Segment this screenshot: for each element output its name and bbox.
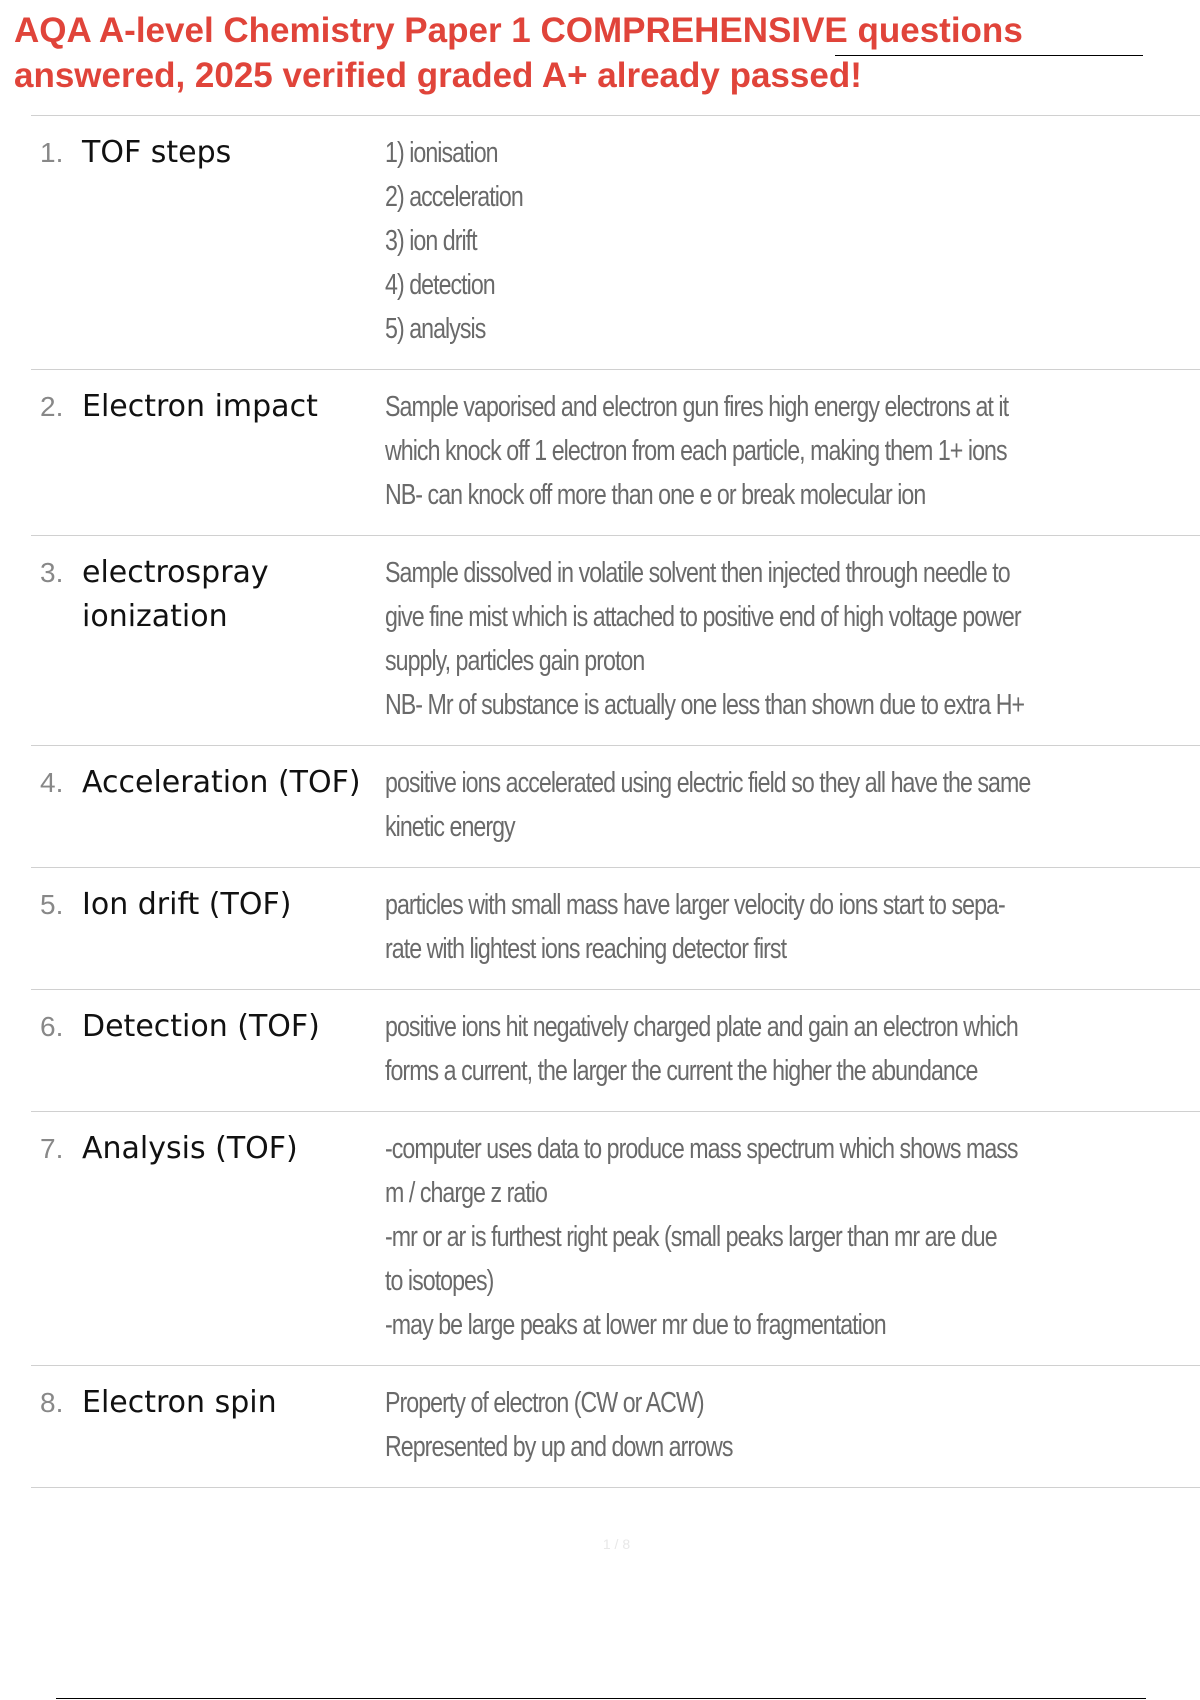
definition-line: Sample dissolved in volatile solvent then injected through needle to [385, 557, 1011, 589]
card-term: Ion drift (TOF) [82, 887, 292, 922]
definition-line: give fine mist which is attached to positive end of high voltage power [385, 601, 1022, 633]
definition-line: 3) ion drift [385, 225, 477, 257]
definition-line: 2) acceleration [385, 181, 524, 213]
definition-line: positive ions hit negatively charged plate and gain an electron which [385, 1011, 1019, 1043]
card-definition [385, 1112, 1200, 1366]
card-number: 1. [40, 137, 64, 168]
document-title-line-1: AQA A-level Chemistry Paper 1 COMPREHENSIVE questions [14, 11, 1023, 50]
card-number: 5. [40, 889, 64, 920]
page-counter: 1 / 8 [602, 1536, 631, 1552]
title-underline [835, 55, 1143, 56]
flashcard-table [31, 115, 1200, 1488]
definition-line: -computer uses data to produce mass spectrum which shows mass [385, 1133, 1018, 1165]
flashcard-row [31, 1366, 1200, 1488]
card-number: 4. [40, 767, 64, 798]
bottom-divider [56, 1698, 1146, 1699]
card-definition [385, 116, 1200, 370]
flashcard-row [31, 868, 1200, 990]
card-definition [385, 1366, 1200, 1488]
definition-line: positive ions accelerated using electric field so they all have the same [385, 767, 1031, 799]
definition-line: 5) analysis [385, 313, 486, 345]
definition-line: forms a current, the larger the current the higher the abundance [385, 1055, 978, 1087]
card-number: 3. [40, 557, 64, 588]
definition-line: Sample vaporised and electron gun fires high energy electrons at it [385, 391, 1009, 423]
definition-line: particles with small mass have larger velocity do ions start to sepa- [385, 889, 1006, 921]
definition-line: which knock off 1 electron from each particle, making them 1+ ions [385, 435, 1007, 467]
card-number: 6. [40, 1011, 64, 1042]
card-term: Analysis (TOF) [82, 1131, 298, 1166]
card-definition [385, 370, 1200, 536]
card-definition [385, 868, 1200, 990]
definition-line: to isotopes) [385, 1265, 494, 1297]
definition-line: m / charge z ratio [385, 1177, 548, 1209]
card-term: Detection (TOF) [82, 1009, 320, 1044]
card-number: 8. [40, 1387, 64, 1418]
definition-line: Represented by up and down arrows [385, 1431, 733, 1463]
definition-line: -mr or ar is furthest right peak (small peaks larger than mr are due [385, 1221, 998, 1253]
flashcard-row [31, 370, 1200, 536]
card-definition [385, 536, 1200, 746]
card-term: Electron impact [82, 389, 318, 424]
definition-line: NB- Mr of substance is actually one less than shown due to extra H+ [385, 689, 1025, 721]
card-term: TOF steps [82, 135, 232, 170]
document-title-line-2: answered, 2025 verified graded A+ already passed! [14, 56, 862, 95]
flashcard-row [31, 990, 1200, 1112]
flashcard-row [31, 746, 1200, 868]
flashcard-row [31, 536, 1200, 746]
flashcard-row [31, 1112, 1200, 1366]
definition-line: supply, particles gain proton [385, 645, 645, 677]
card-number: 7. [40, 1133, 64, 1164]
definition-line: NB- can knock off more than one e or break molecular ion [385, 479, 926, 511]
definition-line: 1) ionisation [385, 137, 498, 169]
card-term: Electron spin [82, 1385, 277, 1420]
card-term: electrospray ionization [82, 555, 269, 634]
definition-line: Property of electron (CW or ACW) [385, 1387, 705, 1419]
definition-line: kinetic energy [385, 811, 516, 843]
card-definition [385, 746, 1200, 868]
document-title [14, 8, 1164, 98]
definition-line: -may be large peaks at lower mr due to fragmentation [385, 1309, 887, 1341]
flashcard-row [31, 116, 1200, 370]
card-number: 2. [40, 391, 64, 422]
card-definition [385, 990, 1200, 1112]
flashcard-table-body [31, 116, 1200, 1488]
card-term: Acceleration (TOF) [82, 765, 361, 800]
definition-line: rate with lightest ions reaching detector first [385, 933, 787, 965]
definition-line: 4) detection [385, 269, 496, 301]
